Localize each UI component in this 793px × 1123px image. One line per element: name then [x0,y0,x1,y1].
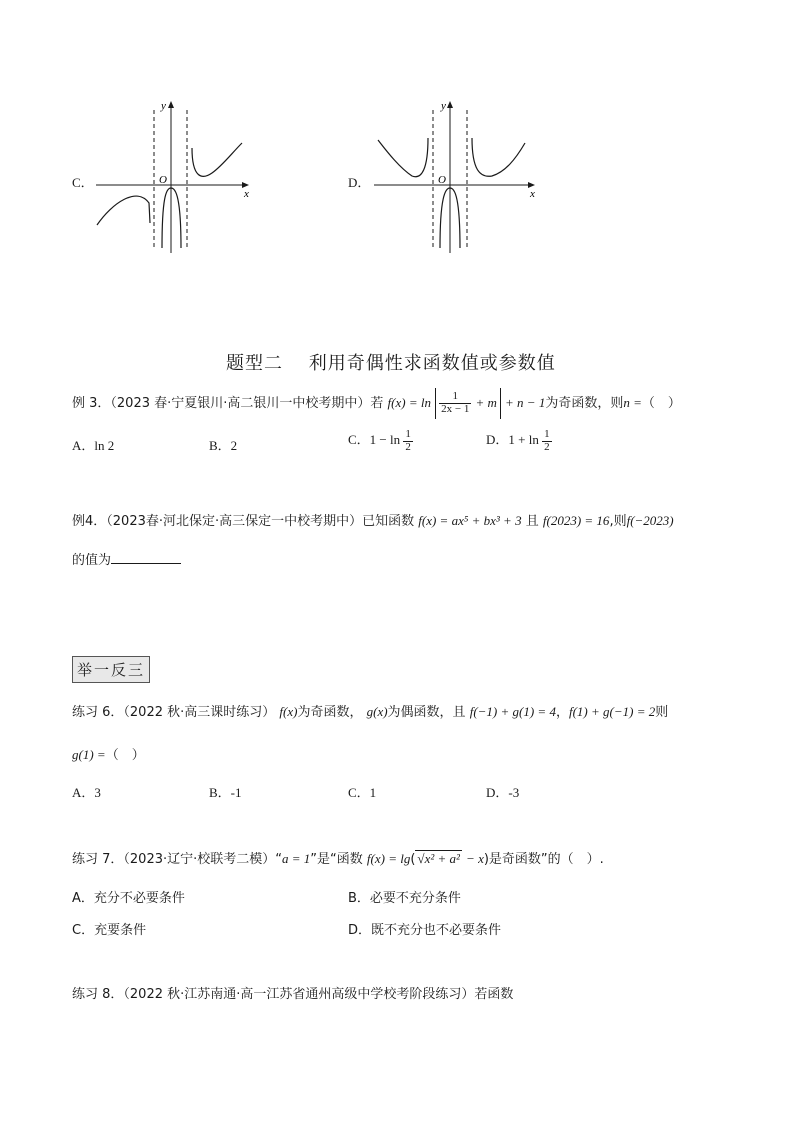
exercise-6-g: g(x) [366,704,388,719]
example-3-fraction [439,391,471,415]
graph-c-curve-left [97,196,150,225]
graph-c-y-label: y [161,100,166,112]
example-3-option-a: A．ln 2 [72,438,115,453]
exercise-6-odd: 为奇函数， [297,705,363,720]
exercise-7-mid: ”是“函数 [310,852,363,867]
example-4-ask: f(−2023) [626,513,674,528]
exercise-6-option-d: D．-3 [486,785,520,800]
example-3-option-d [486,429,552,453]
exercise-6-cond2: f(1) + g(−1) = 2 [568,704,656,719]
example-4-answer-blank[interactable] [111,551,181,564]
example-3-option-d-frac [542,429,552,453]
example-3-plus-m: + m [475,395,497,410]
exercise-7-f: f(x) = lg [366,851,411,866]
example-4-question [72,510,674,529]
exercise-6-f: f(x) [279,704,298,719]
exercise-8-question: 练习 8．（2022 秋·江苏南通·高一江苏省通州高级中学校考阶段练习）若函数 [72,987,514,1002]
exercise-7-prefix: 练习 7．（2023·辽宁·校联考二模）“ [72,852,282,867]
example-3-absolute-value [435,388,501,419]
graph-c-x-label: x [244,188,249,200]
example-3-option-c-num: 1 [405,428,411,440]
example-3-middle: 为奇函数，则 [545,396,624,411]
section-title: 题型二 利用奇偶性求函数值或参数值 [226,353,556,374]
example-3-option-c-den: 2 [405,440,411,453]
exercise-6-ask: g(1) = [72,747,106,762]
example-3-n: n = [623,395,642,410]
exercise-6-then: 则 [655,705,669,720]
graph-c [92,98,257,258]
graph-d-curve-right [472,138,525,176]
exercise-7-option-d: D．既不充分也不必要条件 [348,923,502,938]
exercise-7-sqrt: √x² + a² [417,851,460,866]
exercise-7-option-b: B．必要不充分条件 [348,891,461,906]
example-3-option-c [348,429,413,453]
option-d-label: D． [348,175,371,190]
example-3-function: f(x) = ln [387,395,431,410]
example-4-value-label: 的值为 [72,553,112,568]
exercise-6-option-c: C．1 [348,785,377,800]
example-3-option-c-frac [403,429,413,453]
exercise-6-question [72,701,668,720]
example-3-tail: + n − 1 [505,395,546,410]
exercise-6-option-b: B．-1 [209,785,242,800]
practice-heading: 举一反三 [72,656,150,683]
exercise-7-question: 练习 7．（2023·辽宁·校联考二模）“a = 1”是“函数 f(x) = lg( √x² + a² − x)是奇函数”的（ ）. [72,851,604,867]
example-4-prefix: 例4．（2023春·河北保定·高三保定一中校考期中）已知函数 [72,514,415,529]
example-3-option-d-prefix: D．1 + ln [486,432,539,448]
graph-d-y-label: y [441,100,446,112]
exercise-6-paren: （ ） [105,748,145,763]
exercise-6-comma: ， [555,705,569,720]
exercise-6-option-a: A．3 [72,785,101,800]
example-3-frac-den: 2x − 1 [441,403,470,415]
example-4-and: 且 [525,514,539,529]
graph-d [370,98,540,258]
option-c-label: C． [72,175,94,190]
exercise-7-a-eq: a = 1 [282,851,311,866]
example-3-option-d-num: 1 [544,428,550,440]
example-4-given: f(2023) = 16 [542,513,610,528]
example-3-option-b: B．2 [209,438,238,453]
example-3-paren: （ ） [641,396,681,411]
example-3-option-d-den: 2 [544,440,550,453]
example-4-line2 [72,549,181,568]
example-3-prefix: 例 3．（2023 春·宁夏银川·高二银川一中校考期中）若 [72,396,384,411]
graph-d-x-label: x [530,188,535,200]
exercise-6-line2 [72,744,145,763]
exercise-6-prefix: 练习 6．（2022 秋·高三课时练习） [72,705,276,720]
exercise-7-tail: 是奇函数”的（ ）. [488,852,604,867]
exercise-6-even: 为偶函数，且 [387,705,466,720]
graph-c-origin-label: O [159,174,167,186]
example-3-frac-num: 1 [439,391,471,404]
example-3-question [72,388,681,419]
graph-d-curve-left [378,138,428,177]
exercise-7-option-a: A．充分不必要条件 [72,891,185,906]
exercise-7-option-c: C．充要条件 [72,923,147,938]
example-3-option-c-prefix: C．1 − ln [348,432,401,448]
graph-c-curve-right [192,143,242,176]
example-4-then: ,则 [609,514,627,529]
example-4-formula: f(x) = ax⁵ + bx³ + 3 [418,513,522,528]
exercise-7-minus-x: − x [466,851,484,866]
exercise-6-cond1: f(−1) + g(1) = 4 [469,704,556,719]
graph-d-origin-label: O [438,174,446,186]
